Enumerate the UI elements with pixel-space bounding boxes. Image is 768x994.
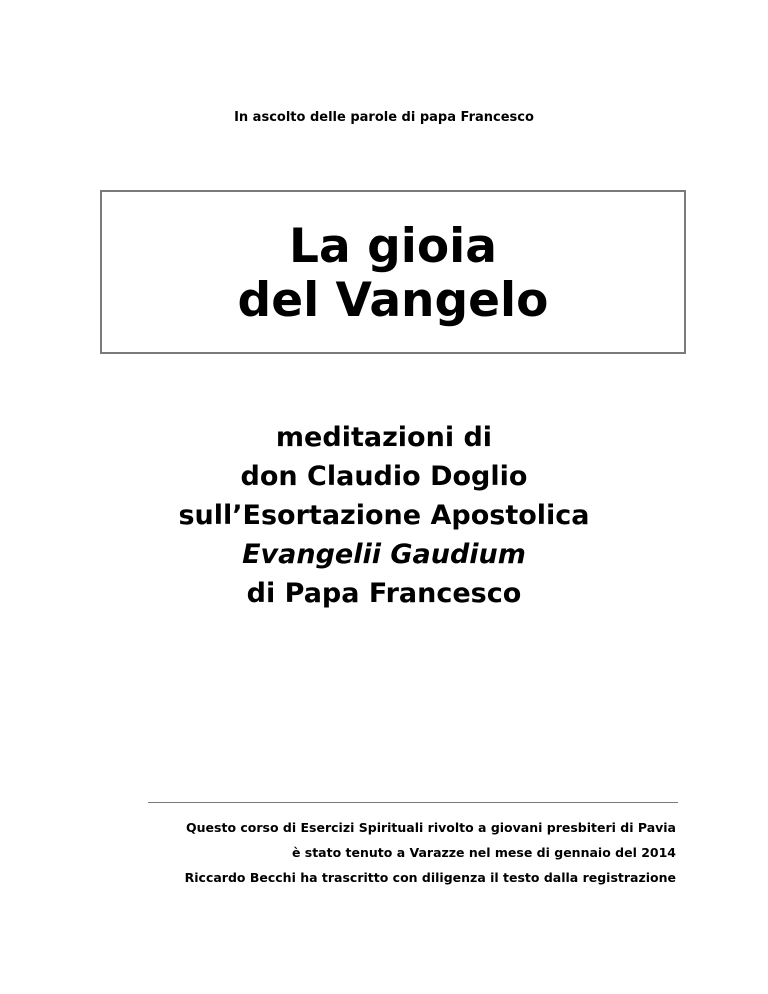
subtitle-line-4: Evangelii Gaudium — [242, 539, 526, 570]
footer-line-1: Questo corso di Esercizi Spirituali rivolto a giovani presbiteri di Pavia — [186, 820, 676, 835]
footer-line-2: è stato tenuto a Varazze nel mese di gennaio del 2014 — [291, 845, 676, 860]
title-line-2: del Vangelo — [237, 273, 549, 328]
footer-line-3: Riccardo Becchi ha trascritto con diligenza il testo dalla registrazione — [184, 870, 676, 885]
footer-notes — [185, 815, 676, 890]
title-line-1: La gioia — [289, 219, 497, 274]
subtitle-line-1: meditazioni di — [275, 422, 493, 453]
footer-divider — [148, 802, 678, 803]
subtitle-line-3: sull’Esortazione Apostolica — [178, 500, 590, 531]
subtitle-block — [0, 418, 768, 613]
subtitle-line-5: di Papa Francesco — [246, 578, 522, 609]
title-box — [100, 190, 686, 354]
series-line: In ascolto delle parole di papa Francesco — [234, 110, 534, 125]
subtitle-line-2: don Claudio Doglio — [240, 461, 528, 492]
